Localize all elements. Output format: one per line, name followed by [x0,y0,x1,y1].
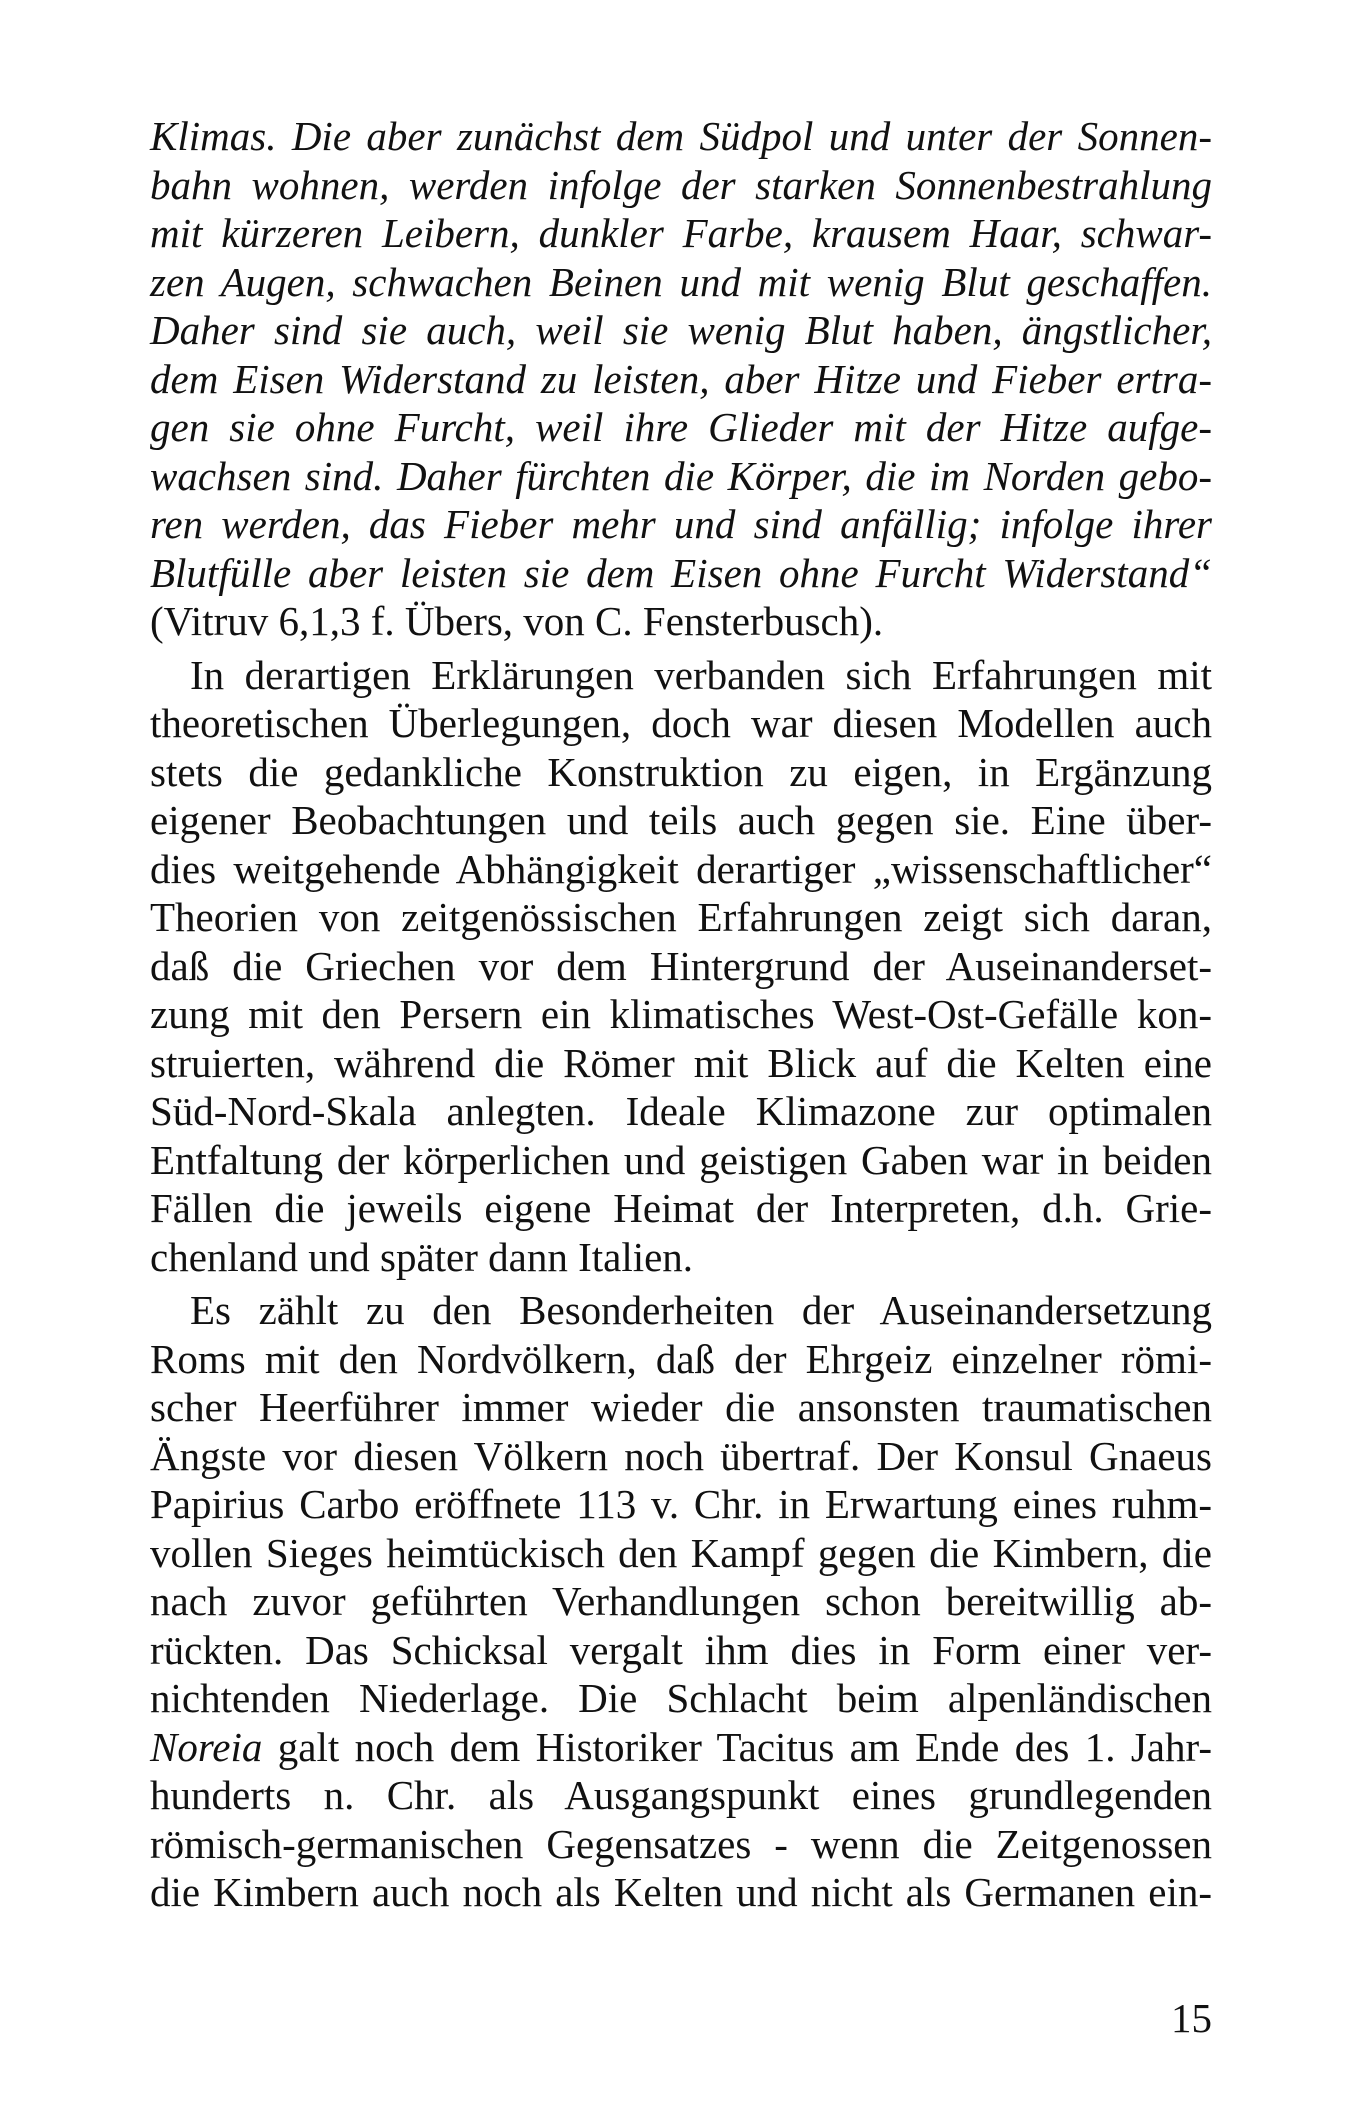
text-line: Papirius Carbo eröffnete 113 v. Chr. in Erwartung eines ruhm- [150,1481,1212,1527]
text-line: nach zuvor geführten Verhandlungen schon bereitwillig ab- [150,1578,1212,1624]
text-line: wachsen sind. Daher fürchten die Körper, die im Norden gebo- [150,452,1212,499]
italic-place-name: Noreia [150,1723,263,1770]
text-line: dies weitgehende Abhängigkeit derartiger „wissenschaftlicher“ [150,845,1212,892]
text-line: gen sie ohne Furcht, weil ihre Glieder mit der Hitze aufge- [150,404,1212,450]
text-line: bahn wohnen, werden infolge der starken Sonnenbestrahlung [150,161,1212,208]
text-line: zen Augen, schwachen Beinen und mit wenig Blut geschaffen. [150,258,1212,305]
text-line: eigener Beobachtungen und teils auch gegen sie. Eine über- [150,797,1212,843]
text-line: rückten. Das Schicksal vergalt ihm dies in Form einer ver- [150,1626,1212,1673]
line-remainder: galt noch dem Historiker Tacitus am Ende des 1. Jahr- [262,1723,1212,1770]
text-line: ren werden, das Fieber mehr und sind anfällig; infolge ihrer [150,501,1212,547]
text-line: nichtenden Niederlage. Die Schlacht beim alpenländischen [150,1675,1212,1721]
text-line: stets die gedankliche Konstruktion zu eigen, in Ergänzung [150,748,1212,795]
text-line: scher Heerführer immer wieder die ansonsten traumatischen [150,1384,1212,1430]
text-line: Fällen die jeweils eigene Heimat der Interpreten, d.h. Grie- [150,1185,1212,1231]
text-line: vollen Sieges heimtückisch den Kampf gegen die Kimbern, die [150,1529,1212,1576]
text-line: Daher sind sie auch, weil sie wenig Blut haben, ängstlicher, [150,307,1212,353]
paragraph [150,651,1212,1282]
text-line: Ängste vor diesen Völkern noch übertraf. Der Konsul Gnaeus [150,1432,1212,1479]
paragraph-quote-continuation [150,112,1212,646]
text-line: daß die Griechen vor dem Hintergrund der Auseinanderset- [150,942,1212,989]
text-line: Süd-Nord-Skala anlegten. Ideale Klimazone zur optimalen [150,1088,1212,1134]
text-line: hunderts n. Chr. als Ausgangspunkt eines grundlegenden [150,1772,1212,1818]
text-line: dem Eisen Widerstand zu leisten, aber Hitze und Fieber ertra- [150,355,1212,402]
text-line: zung mit den Persern ein klimatisches West-Ost-Gefälle kon- [150,991,1212,1037]
text-line: Blutfülle aber leisten sie dem Eisen ohne Furcht Widerstand“ [150,549,1212,596]
text-line: Klimas. Die aber zunächst dem Südpol und unter der Sonnen- [150,113,1212,159]
text-line: Theorien von zeitgenössischen Erfahrungen zeigt sich daran, [150,894,1212,940]
page-body [150,112,1212,1917]
text-line: struierten, während die Römer mit Blick auf die Kelten eine [150,1039,1212,1086]
page-number: 15 [1171,1995,1212,2041]
citation-line: (Vitruv 6,1,3 f. Übers, von C. Fensterbusch). [150,598,884,644]
text-line: die Kimbern auch noch als Kelten und nicht als Germanen ein- [150,1869,1212,1915]
paragraph [150,1286,1212,1917]
text-line: römisch-germanischen Gegensatzes - wenn die Zeitgenossen [150,1820,1212,1867]
text-line: chenland und später dann Italien. [150,1233,694,1280]
text-line: Es zählt zu den Besonderheiten der Auseinandersetzung [190,1287,1212,1333]
text-line [150,1723,1212,1772]
text-line: Entfaltung der körperlichen und geistigen Gaben war in beiden [150,1136,1212,1183]
text-line: theoretischen Überlegungen, doch war diesen Modellen auch [150,700,1212,746]
text-line: In derartigen Erklärungen verbanden sich Erfahrungen mit [190,651,1212,698]
text-line: Roms mit den Nordvölkern, daß der Ehrgeiz einzelner römi- [150,1335,1212,1382]
text-line: mit kürzeren Leibern, dunkler Farbe, krausem Haar, schwar- [150,210,1212,256]
